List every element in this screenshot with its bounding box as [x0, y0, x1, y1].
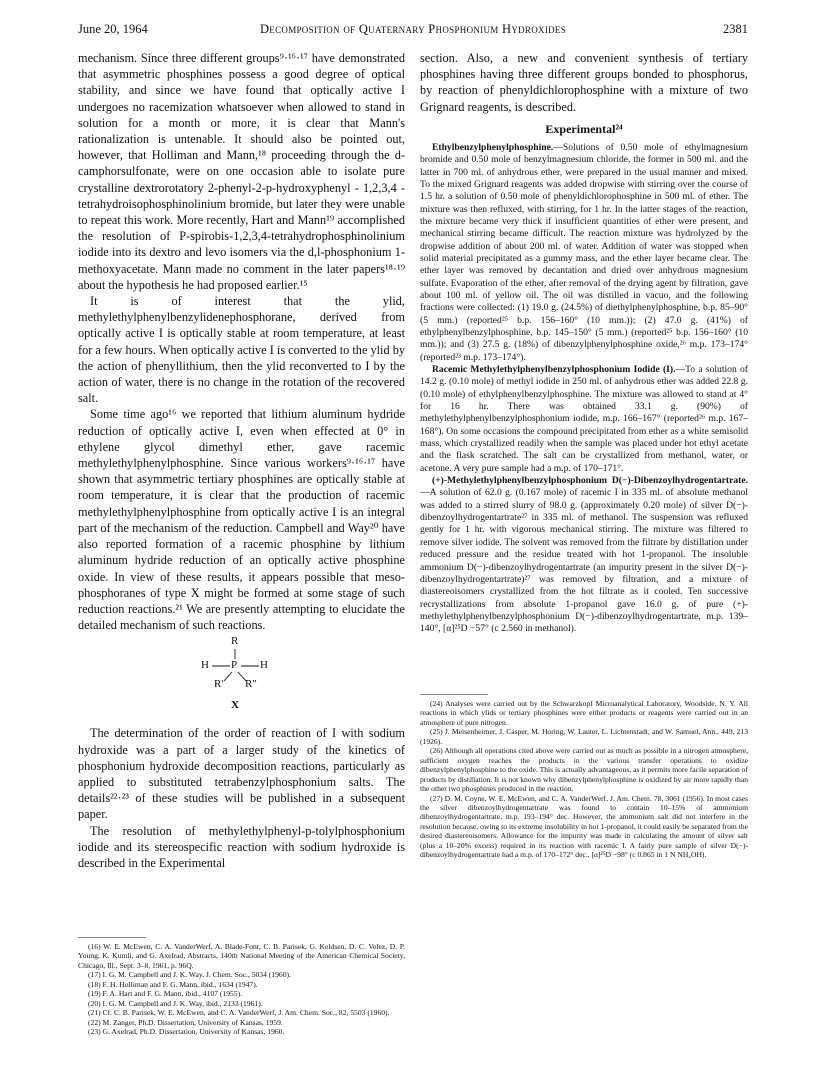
footnote-25: (25) J. Meisenheimer, J. Casper, M. Horing, W. Lauter, L. Lichtenstadt, and W. Samuel, Ann., 449, 213 (1926). — [420, 727, 748, 746]
experimental-heading: Experimental²⁴ — [545, 121, 623, 136]
experiment-1-title: Ethylbenzylphenylphosphine. — [432, 141, 554, 153]
experiment-3 — [420, 475, 748, 635]
left-paragraph-1: mechanism. Since three different groups⁹·¹⁶·¹⁷ have demonstrated that asymmetric phosphines possess a good degree of optical stability, and since we have found that optically active I undergoes no racemization whatsoever when allowed to stand in solution for a month or more, it is clear that Mann's rationalization is untenable. It should also be pointed out, however, that Holliman and Mann,¹⁸ proceeding through the d-camphorsulfonate, were on one occasion able to isolate pure crystalline dextrorotatory 2-phenyl-2-p-hydroxyphenyl - 1,2,3,4 - tetrahydroisophosphinolinium bromide, but later they were unable to repeat this work. More recently, Hart and Mann¹⁹ accomplished the resolution of P-spirobis-1,2,3,4-tetrahydrophosphinolinium iodide into its dextro and levo isomers via the d,l-phosphonium 1-methoxyacetate. Mann made no comment in the later papers¹⁸·¹⁹ about the hypothesis he had proposed earlier.¹⁵ — [78, 51, 405, 292]
atom-r-double-prime: R" — [245, 678, 257, 691]
footnotes-right — [420, 694, 748, 860]
header-page-number: 2381 — [723, 22, 748, 36]
atom-h-right: H — [260, 659, 268, 672]
footnotes-left — [78, 937, 405, 1037]
footnote-17: (17) I. G. M. Campbell and J. K. Way, J. Chem. Soc., 5034 (1960). — [88, 970, 291, 980]
experiment-1-text: —Solutions of 0.50 mole of ethylmagnesium bromide and 0.50 mole of benzylmagnesium chloride, the former in 500 ml. and the latter in 700 ml. of anhydrous ether, were prepared in the usual manner and mixed. To the mixed Grignard reagents was added dropwise with stirring over the course of 1.5 hr. a solution of 0.50 mole of phenyldichlorophosphine in 500 ml. of ether. The mixture was then refluxed, with stirring, for 1 hr. In the latter stages of the reaction, the mixture became very thick if insufficient quantities of ether were present, and mechanical stirring became difficult. The reaction mixture was hydrolyzed by the dropwise addition of about 200 ml. of water. Addition of water was stopped when solid material precipitated as a gummy mass, and the ether layer became clear. The ether layer was removed by decantation and dried over anhydrous magnesium sulfate. Evaporation of the ether, after removal of the drying agent by filtration, gave about 100 ml. of yellow oil. The oil was distilled in vacuo, and the following fractions were collected: (1) 19.0 g. (24.5%) of diethylphenylphosphine, b.p. 85–90° (5 mm.) (reported²⁵ b.p. 156–160° (10 mm.)); (2) 47.0 g. (41%) of ethylphenylbenzylphosphine, b.p. 145–150° (5 mm.) (reported²⁵ b.p. 156–160° (10 mm.)); and (3) 27.5 g. (18%) of dibenzylphenylphosphine oxide,²⁶ m.p. 173–174° (reported²³ m.p. 173–174°). — [420, 141, 748, 363]
structure-label: X — [231, 699, 239, 712]
left-paragraph-3: Some time ago¹⁶ we reported that lithium aluminum hydride reduction of optically active I, even when effected at 0° in ethylene glycol dimethyl ether, gave racemic methylethylphenylphosphine. Since various workers⁹·¹⁶·¹⁷ have shown that asymmetric tertiary phosphines are optically stable at room temperature, it is clear that the production of racemic methylethylphenylphosphine from optically active I is an integral part of the mechanism of the reduction. Campbell and Way²⁰ have also reported formation of a racemic phosphine by lithium aluminum hydride reduction of an optically active phosphine oxide. In view of these results, it appears possible that meso-phosphoranes of type X might be formed at some stage of such reduction reactions.²¹ We are presently attempting to elucidate the detailed mechanism of such reactions. — [78, 407, 405, 633]
footnote-rule-right — [420, 694, 488, 695]
experiment-2-text: —To a solution of 14.2 g. (0.10 mole) of methyl iodide in 250 ml. of anhydrous ether was added 22.8 g. (0.10 mole) of ethylphenylbenzylphosphine. The mixture was allowed to stand at 4° for 16 hr. There was obtained 33.1 g. (90%) of methylethylphenylbenzylphosphonium iodide, m.p. 166–167° (reported²⁶ m.p. 167–168°). On some occasions the compound precipitated from ether as a white semisolid mass, which crystallized readily when the sample was placed under hot ethyl acetate and the flask scratched. The salt can be crystallized from methanol, water, or acetone. A very pure sample had a m.p. of 170–171°. — [420, 364, 748, 474]
footnote-24: (24) Analyses were carried out by the Schwarzkopf Microanalytical Laboratory, Woodside, N. Y. All reactions in which ylids or tertiary phosphines were either products or reagents were carried out in an atmosphere of pure nitrogen. — [420, 699, 748, 727]
footnote-19: (19) F. A. Hart and F. G. Mann, ibid., 4107 (1955). — [88, 989, 243, 999]
footnote-22: (22) M. Zanger, Ph.D. Dissertation, University of Kansas, 1959. — [88, 1017, 283, 1027]
footnote-rule-left — [78, 937, 146, 938]
atom-r-prime: R' — [214, 678, 224, 691]
footnote-23: (23) G. Axelrad, Ph.D. Dissertation, University of Kansas, 1960. — [88, 1027, 285, 1037]
structure-bonds — [78, 637, 405, 711]
header-date: June 20, 1964 — [78, 22, 148, 36]
experiment-2-title: Racemic Methylethylphenylbenzylphosphonium Iodide (I). — [432, 364, 676, 375]
right-column — [420, 50, 748, 636]
experiment-3-title: (+)-Methylethylphenylbenzylphosphonium D(−)-Dibenzoylhydrogentartrate. — [432, 475, 748, 487]
right-paragraph-1: section. Also, a new and convenient synthesis of tertiary phosphines having three different groups bonded to phosphorus, by reaction of phenyldichlorophosphine with a mixture of two Grignard reagents, is described. — [420, 51, 748, 114]
left-column — [78, 50, 405, 871]
footnote-20: (20) I. G. M. Campbell and J. K. Way, ibid., 2133 (1961). — [88, 998, 263, 1008]
footnote-16: (16) W. E. McEwen, C. A. VanderWerf, A. Blade-Font, C. B. Parisek, G. Keldsen, D. C. Velez, D. P. Young, K. Kumli, and G. Axelrad, Abstracts, 140th National Meeting of the American Chemical Society, Chicago, Ill., Sept. 3–8, 1961, p. 96Q. — [78, 942, 405, 970]
left-paragraph-5: The resolution of methylethylphenyl-p-tolylphosphonium iodide and its stereospecific reaction with sodium hydroxide is described in the Experimental — [78, 823, 405, 870]
experiment-2 — [420, 364, 748, 475]
experiment-3-text: —A solution of 62.0 g. (0.167 mole) of racemic I in 335 ml. of absolute methanol was added to a stirred slurry of 98.0 g. (approximately 0.20 mole) of silver D(−)-dibenzoylhydrogentartrate²⁷ in 335 ml. of methanol. The suspension was refluxed gently for 1 hr. with vigorous mechanical stirring. The mixture was filtered to remove silver iodide. The solvent was removed from the filtrate by distillation under reduced pressure and the residue treated with hot 1-propanol. The insoluble ammonium D(−)-dibenzoylhydrogentartrate (an impurity present in the silver D(−)-dibenzoylhydrogentartrate)²⁷ was removed by filtration, and a mixture of diastereoisomers crystallized from the hot filtrate as it cooled. Ten successive recrystallizations from absolute 1-propanol gave 16.0 g. of pure (+)-methylethylphenylbenzylphosphonium D(−)-dibenzoylhydrogentartrate, m.p. 139–140°, [α]²⁵D −57° (c 2.560 in methanol). — [420, 487, 748, 635]
atom-h-left: H — [201, 659, 209, 672]
footnote-18: (18) F. H. Holliman and F. G. Mann, ibid., 1634 (1947). — [88, 979, 258, 989]
header-title: Decomposition of Quaternary Phosphonium Hydroxides — [259, 22, 567, 36]
footnote-26: (26) Although all operations cited above were carried out as much as possible in a nitrogen atmosphere, sufficient oxygen reaches the products in the various transfer operations to oxidize dibenzylphenylphosphine to the oxide. This is actually advantageous, as it permits more facile separation of products by distillation. It is not known why dibenzylphenylphosphine is oxidized by air more rapidly than the other two phosphines produced in the reaction. — [420, 746, 748, 794]
experiment-1 — [420, 142, 748, 364]
atom-r-top: R — [231, 635, 239, 648]
running-header — [78, 22, 748, 40]
footnote-27: (27) D. M. Coyne, W. E. McEwen, and C. A. VanderWerf, J. Am. Chem. 78, 3061 (1956). In most cases the silver dibenzoylhydrogentartrate was found to contain 10–15% of ammonium dibenzoylhydrogentartrate, m.p. 193–194° dec. However, the ammonium salt did not interfere in the resolution because, owing to its extreme insolubility in hot 1-propanol, it could easily be separated from the desired diastereoisomers. Allowance for the impurity was made in calculating the amount of silver salt (plus a 10–20% excess) required in its reaction with racemic I. A fairly pure sample of silver D(−)-dibenzoylhydrogentartrate had a m.p. of 170–172° dec., [α]²⁵D −98° (c 0.865 in 1 N NH₄OH). — [420, 793, 748, 860]
footnote-21: (21) Cf. C. B. Parisek, W. E. McEwen, and C. A. VanderWerf, J. Am. Chem. Soc., 82, 5503 (1960). — [88, 1008, 390, 1018]
structure-x-diagram — [78, 637, 405, 711]
left-paragraph-4: The determination of the order of reaction of I with sodium hydroxide was a part of a larger study of the kinetics of phosphonium hydroxide decomposition reactions, particularly as applied to substituted tetrabenzylphosphonium salts. The details²²·²³ of these studies will be published in a subsequent paper. — [78, 726, 405, 822]
left-paragraph-2: It is of interest that the ylid, methylethylphenylbenzylidenephosphorane, derived from optically active I is optically stable at room temperature, at least for a few hours. When optically active I is converted to the ylid by the action of phenyllithium, then the ylid reconverted to I by the action of water, there is no change in the rotation of the recovered salt. — [78, 294, 405, 406]
atom-p-center: P — [231, 659, 238, 672]
